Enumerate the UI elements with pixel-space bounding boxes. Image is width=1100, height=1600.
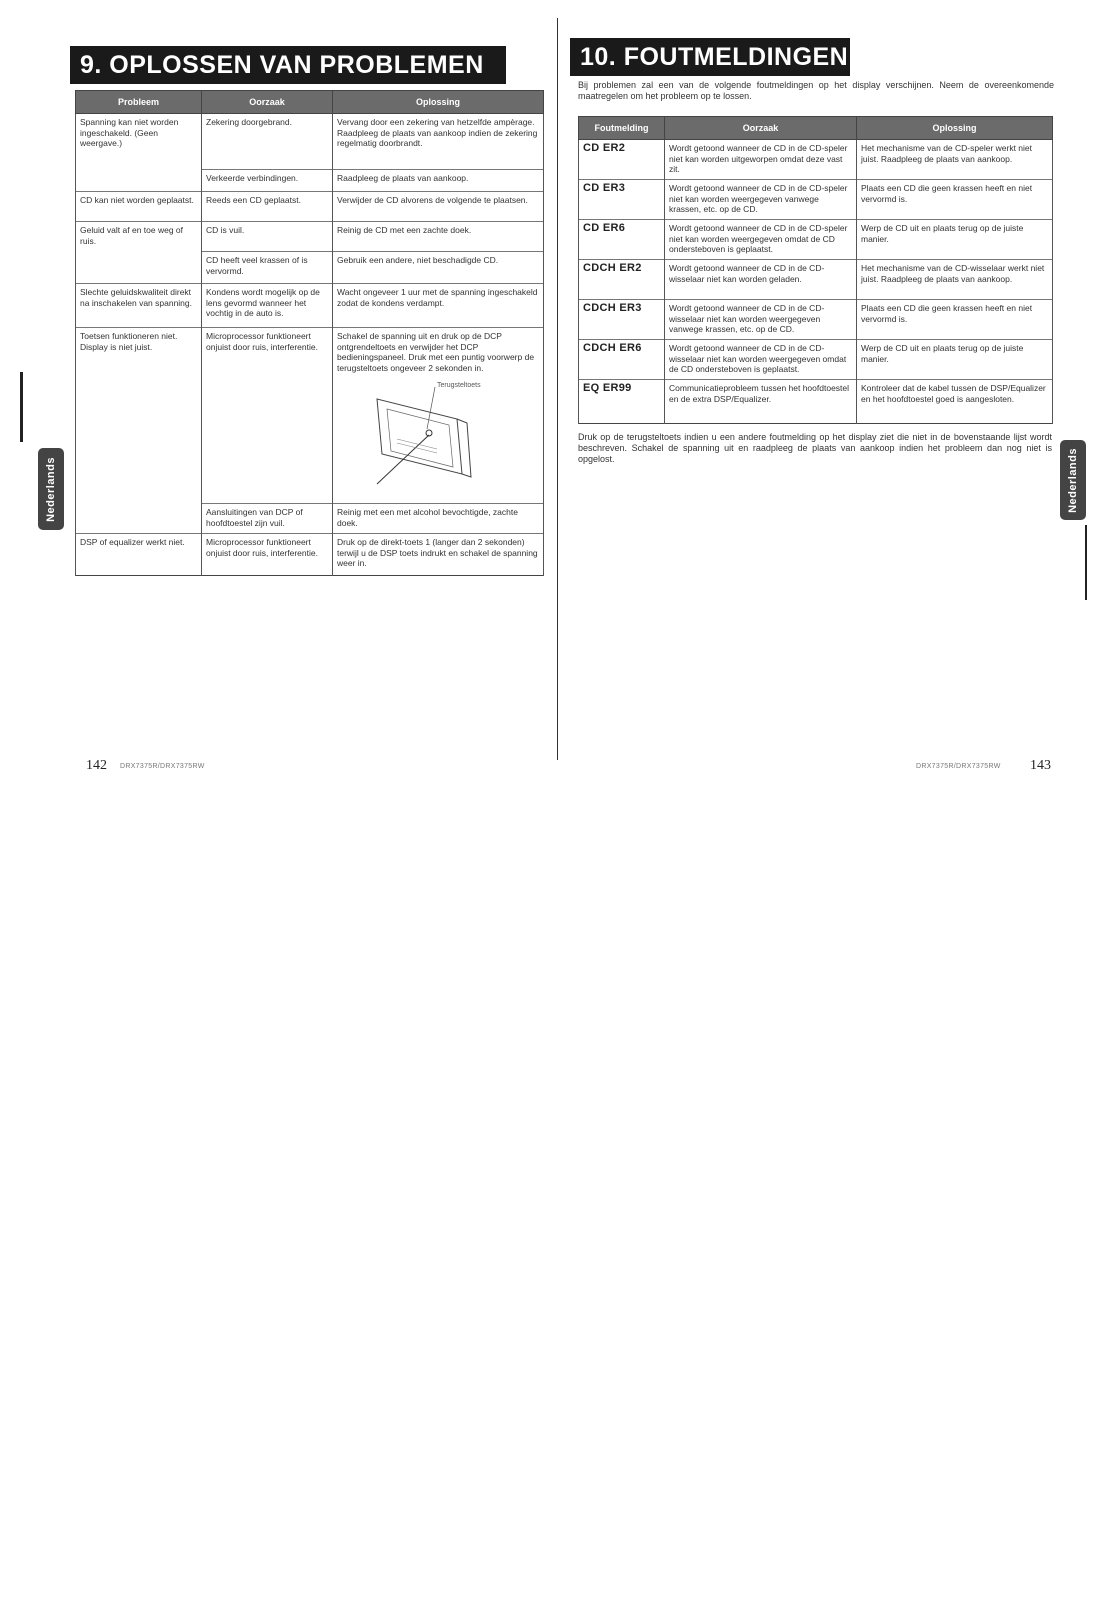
table-row: [76, 114, 544, 170]
page-gutter-rule: [557, 18, 558, 760]
error-code-cell: CD ER3: [579, 180, 665, 220]
problem-cell: Slechte geluidskwaliteit direkt na inschakelen van spanning.: [76, 284, 202, 328]
table-row: [76, 252, 544, 284]
reset-button-figure: [337, 379, 507, 489]
table-row: [579, 140, 1053, 180]
section-title-left: 9. OPLOSSEN VAN PROBLEMEN: [70, 46, 506, 84]
solution-cell: Plaats een CD die geen krassen heeft en niet vervormd is.: [857, 300, 1053, 340]
col-header-oplossing: Oplossing: [857, 117, 1053, 140]
table-row: [76, 328, 544, 504]
language-tab-left: Nederlands: [38, 448, 64, 530]
cause-cell: Aansluitingen van DCP of hoofdtoestel zijn vuil.: [202, 504, 333, 534]
cause-cell: Wordt getoond wanneer de CD in de CD-speler niet kan worden weergegeven omdat de CD ondersteboven is geplaatst.: [665, 220, 857, 260]
error-code-cell: CD ER6: [579, 220, 665, 260]
solution-cell: Plaats een CD die geen krassen heeft en niet vervormd is.: [857, 180, 1053, 220]
cause-cell: Wordt getoond wanneer de CD in de CD-wisselaar niet kan worden weergegeven omdat de CD ondersteboven is geplaatst.: [665, 340, 857, 380]
table-row: [76, 222, 544, 252]
margin-mark: [1085, 525, 1087, 600]
col-header-oorzaak: Oorzaak: [202, 91, 333, 114]
solution-cell: Het mechanisme van de CD-wisselaar werkt niet juist. Raadpleeg de plaats van aankoop.: [857, 260, 1053, 300]
table-row: [76, 284, 544, 328]
solution-cell-with-figure: [333, 328, 544, 504]
cause-cell: Zekering doorgebrand.: [202, 114, 333, 170]
section-title-right: 10. FOUTMELDINGEN: [570, 38, 850, 76]
solution-cell: Druk op de direkt-toets 1 (langer dan 2 sekonden) terwijl u de DSP toets indrukt en schakel de spanning weer in.: [333, 534, 544, 576]
error-code-cell: EQ ER99: [579, 380, 665, 424]
table-row: [579, 340, 1053, 380]
table-row: [76, 534, 544, 576]
error-code-cell: CDCH ER6: [579, 340, 665, 380]
problem-cell: Toetsen funktioneren niet. Display is niet juist.: [76, 328, 202, 504]
col-header-oorzaak: Oorzaak: [665, 117, 857, 140]
page-number-right: 143: [1030, 758, 1051, 773]
page-number-left: 142: [86, 758, 107, 773]
solution-cell: Reinig de CD met een zachte doek.: [333, 222, 544, 252]
cause-cell: CD is vuil.: [202, 222, 333, 252]
solution-cell: Reinig met een met alcohol bevochtigde, zachte doek.: [333, 504, 544, 534]
cause-cell: Wordt getoond wanneer de CD in de CD-speler niet kan worden weergegeven vanwege krassen, etc. op de CD.: [665, 180, 857, 220]
cause-cell: Verkeerde verbindingen.: [202, 170, 333, 192]
solution-cell: Het mechanisme van de CD-speler werkt niet juist. Raadpleeg de plaats van aankoop.: [857, 140, 1053, 180]
table-row: [579, 380, 1053, 424]
model-number-left: DRX7375R/DRX7375RW: [120, 763, 205, 770]
table-row: [76, 192, 544, 222]
error-messages-table: [578, 116, 1053, 424]
col-header-oplossing: Oplossing: [333, 91, 544, 114]
intro-paragraph: Bij problemen zal een van de volgende foutmeldingen op het display verschijnen. Neem de overeenkomende maatregelen om het probleem op te lossen.: [578, 80, 1054, 101]
error-code-cell: CDCH ER3: [579, 300, 665, 340]
troubleshooting-table: [75, 90, 544, 576]
language-tab-right: Nederlands: [1060, 440, 1086, 520]
solution-cell: Raadpleeg de plaats van aankoop.: [333, 170, 544, 192]
error-code-cell: CDCH ER2: [579, 260, 665, 300]
solution-cell: Wacht ongeveer 1 uur met de spanning ingeschakeld zodat de kondens verdampt.: [333, 284, 544, 328]
outro-paragraph: Druk op de terugsteltoets indien u een andere foutmelding op het display ziet die niet in de bovenstaande lijst wordt beschreven. Schakel de spanning uit en raadpleeg de plaats van aankoop indien het probleem dan nog niet is opgelost.: [578, 432, 1052, 464]
problem-cell: [76, 170, 202, 192]
cause-cell: Communicatieprobleem tussen het hoofdtoestel en de extra DSP/Equalizer.: [665, 380, 857, 424]
table-row: [579, 300, 1053, 340]
table-row: [579, 220, 1053, 260]
figure-label: Terugsteltoets: [437, 382, 481, 389]
col-header-probleem: Probleem: [76, 91, 202, 114]
solution-cell: Gebruik een andere, niet beschadigde CD.: [333, 252, 544, 284]
solution-cell: Werp de CD uit en plaats terug op de juiste manier.: [857, 220, 1053, 260]
control-panel-illustration: [337, 379, 507, 489]
col-header-foutmelding: Foutmelding: [579, 117, 665, 140]
cause-cell: Reeds een CD geplaatst.: [202, 192, 333, 222]
table-row: [76, 504, 544, 534]
table-row: [579, 260, 1053, 300]
cause-cell: Wordt getoond wanneer de CD in de CD-wisselaar niet kan worden weergegeven vanwege krassen, etc. op de CD.: [665, 300, 857, 340]
error-code-cell: CD ER2: [579, 140, 665, 180]
cause-cell: Microprocessor funktioneert onjuist door ruis, interferentie.: [202, 534, 333, 576]
cause-cell: Wordt getoond wanneer de CD in de CD-speler niet kan worden uitgeworpen omdat deze vast zit.: [665, 140, 857, 180]
solution-cell: Vervang door een zekering van hetzelfde ampèrage. Raadpleeg de plaats van aankoop indien de zekering regelmatig doorbrandt.: [333, 114, 544, 170]
model-number-right: DRX7375R/DRX7375RW: [916, 763, 1001, 770]
problem-cell: CD kan niet worden geplaatst.: [76, 192, 202, 222]
table-row: [76, 170, 544, 192]
solution-text: Schakel de spanning uit en druk op de DCP ontgrendeltoets en verwijder het DCP bedieningspaneel. Druk met een puntig voorwerp de terugsteltoets ongeveer 2 sekonden in.: [337, 331, 535, 373]
table-row: [579, 180, 1053, 220]
solution-cell: Werp de CD uit en plaats terug op de juiste manier.: [857, 340, 1053, 380]
solution-cell: Verwijder de CD alvorens de volgende te plaatsen.: [333, 192, 544, 222]
cause-cell: Microprocessor funktioneert onjuist door ruis, interferentie.: [202, 328, 333, 504]
problem-cell: [76, 504, 202, 534]
problem-cell: [76, 252, 202, 284]
cause-cell: CD heeft veel krassen of is vervormd.: [202, 252, 333, 284]
solution-cell: Kontroleer dat de kabel tussen de DSP/Equalizer en het hoofdtoestel goed is aangesloten.: [857, 380, 1053, 424]
cause-cell: Kondens wordt mogelijk op de lens gevormd wanneer het vochtig in de auto is.: [202, 284, 333, 328]
problem-cell: Geluid valt af en toe weg of ruis.: [76, 222, 202, 252]
margin-mark: [20, 372, 23, 442]
problem-cell: DSP of equalizer werkt niet.: [76, 534, 202, 576]
cause-cell: Wordt getoond wanneer de CD in de CD-wisselaar niet kan worden geladen.: [665, 260, 857, 300]
problem-cell: Spanning kan niet worden ingeschakeld. (Geen weergave.): [76, 114, 202, 170]
